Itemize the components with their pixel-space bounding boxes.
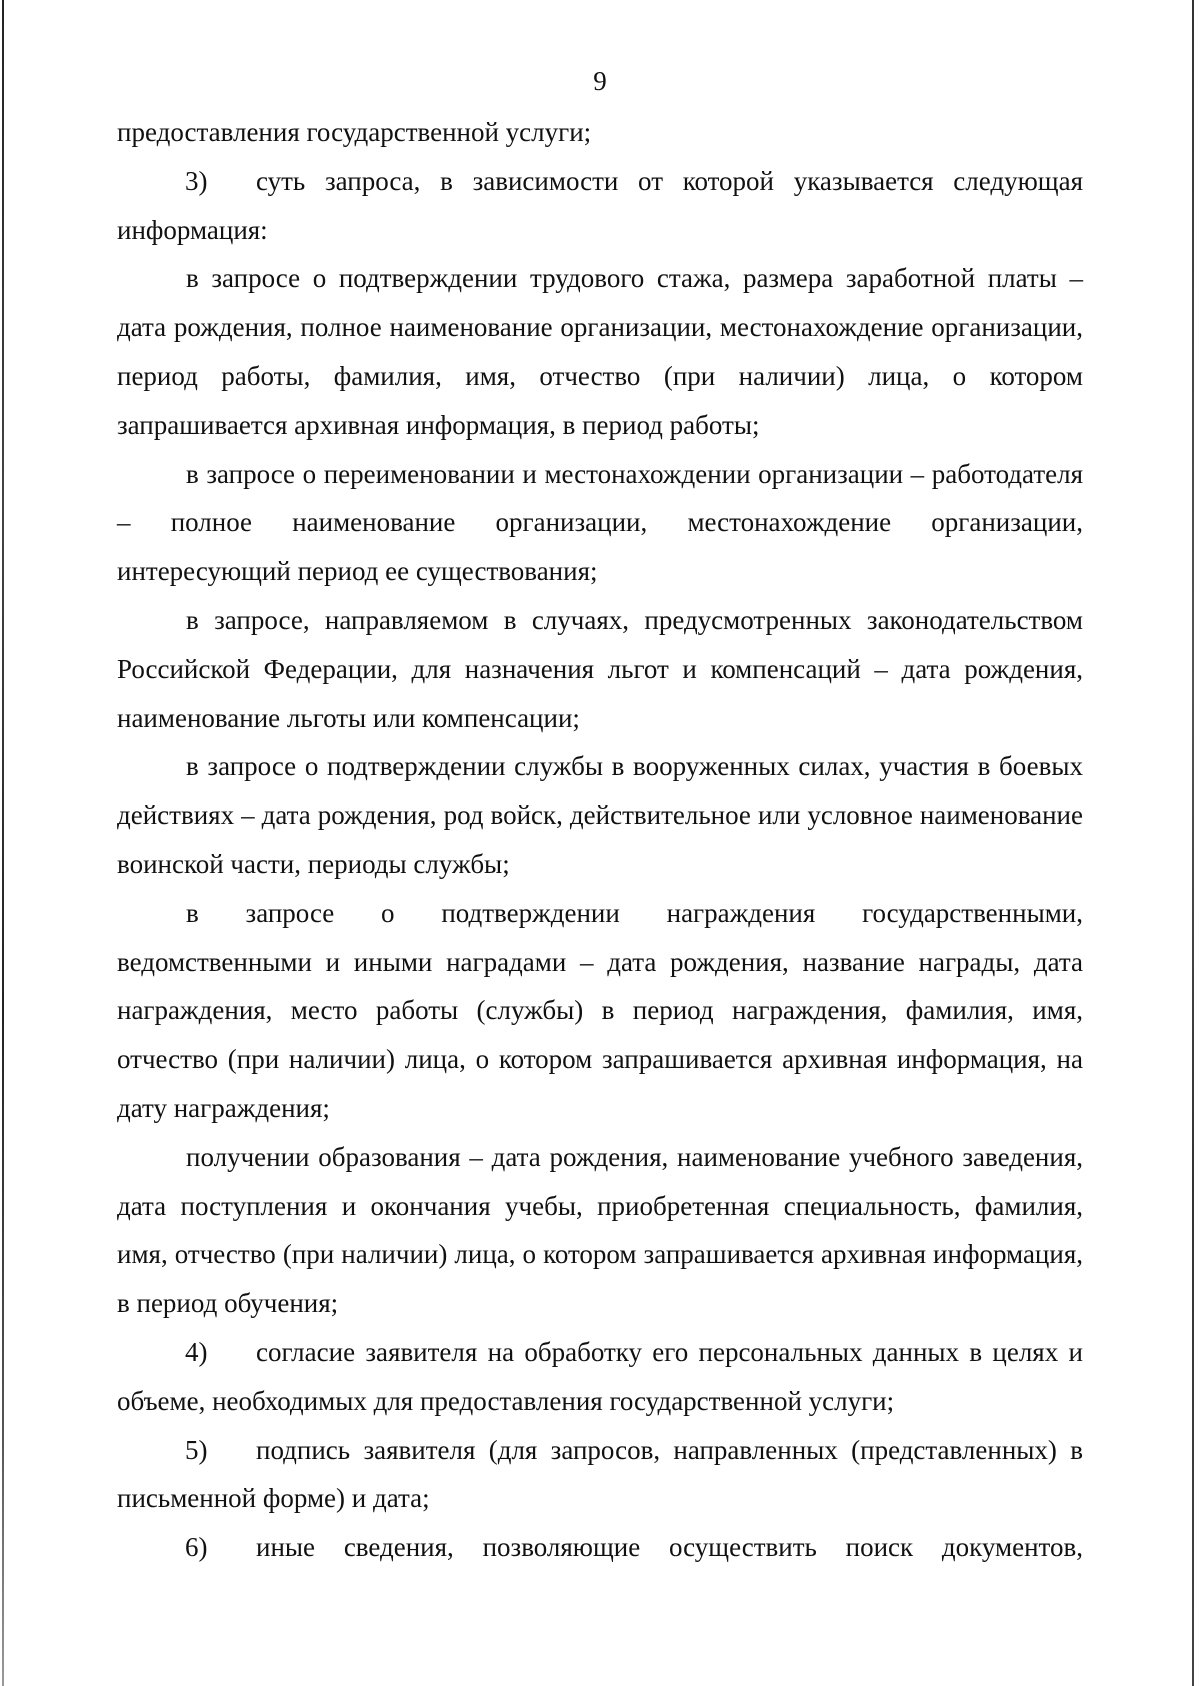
paragraph-continued xyxy=(117,108,1083,157)
scan-edge-right xyxy=(1192,0,1194,1686)
list-item-6 xyxy=(117,1523,1083,1572)
list-number: 3) xyxy=(185,165,208,196)
scan-edge-left xyxy=(2,0,4,1686)
subparagraph-text: в запросе о подтверждении службы в вооруженных силах, участия в боевых действиях – дата рождения, род войск, действительное или условное наименование воинской части, периоды службы; xyxy=(117,751,1083,879)
list-item-text: иные сведения, позволяющие осуществить поиск документов, xyxy=(256,1532,1083,1563)
list-item-text: согласие заявителя на обработку его персональных данных в целях и объеме, необходимых для предоставления государственной услуги; xyxy=(117,1336,1083,1416)
subparagraph-education xyxy=(117,1133,1083,1328)
page-body xyxy=(117,108,1083,1572)
subparagraph-text: в запросе о подтверждении награждения государственными, ведомственными и иными наградами – дата рождения, название награды, дата награждения, место работы (службы) в период награждения, фамилия, имя, отчество (при наличии) лица, о котором запрашивается архивная информация, на дату награждения; xyxy=(117,897,1083,1123)
subparagraph-text: в запросе о подтверждении трудового стажа, размера заработной платы – дата рождения, полное наименование организации, местонахождение организации, период работы, фамилия, имя, отчество (при наличии) лица, о котором запрашивается архивная информация, в период работы; xyxy=(117,263,1083,440)
list-number: 5) xyxy=(185,1434,208,1465)
subparagraph-renaming xyxy=(117,450,1083,596)
subparagraph-text: получении образования – дата рождения, наименование учебного заведения, дата поступления и окончания учебы, приобретенная специальность, фамилия, имя, отчество (при наличии) лица, о котором запрашивается архивная информация, в период обучения; xyxy=(117,1141,1083,1319)
list-item-4 xyxy=(117,1328,1083,1426)
list-item-text: подпись заявителя (для запросов, направленных (представленных) в письменной форме) и дата; xyxy=(117,1434,1083,1514)
list-item-5 xyxy=(117,1426,1083,1524)
list-number: 6) xyxy=(185,1532,208,1563)
list-item-3 xyxy=(117,157,1083,255)
list-item-text: суть запроса, в зависимости от которой указывается следующая информация: xyxy=(117,165,1083,245)
subparagraph-work-experience xyxy=(117,254,1083,449)
list-number: 4) xyxy=(185,1336,208,1367)
subparagraph-military-service xyxy=(117,742,1083,888)
subparagraph-text: в запросе, направляемом в случаях, предусмотренных законодательством Российской Федерации, для назначения льгот и компенсаций – дата рождения, наименование льготы или компенсации; xyxy=(117,604,1083,733)
page-number: 9 xyxy=(593,66,607,96)
subparagraph-text: в запросе о переименовании и местонахождении организации – работодателя – полное наименование организации, местонахождение организации, интересующий период ее существования; xyxy=(117,458,1083,587)
subparagraph-awards xyxy=(117,889,1083,1133)
paragraph-text: предоставления государственной услуги; xyxy=(117,117,592,147)
subparagraph-benefits xyxy=(117,596,1083,742)
